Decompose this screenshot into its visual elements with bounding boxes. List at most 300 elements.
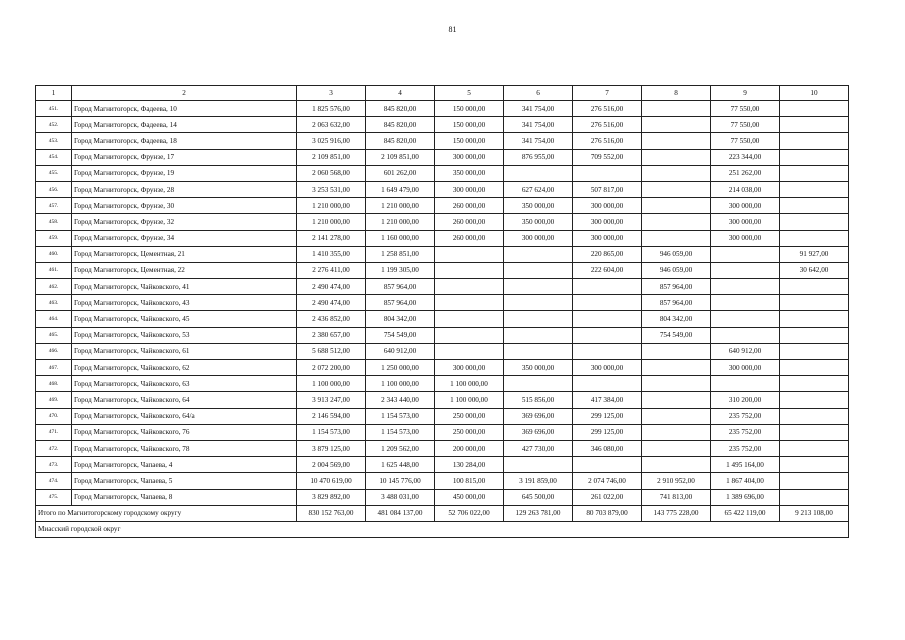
row-number-cell: 461. [36, 262, 72, 278]
amount-cell: 417 384,00 [573, 392, 642, 408]
amount-cell: 1 410 355,00 [297, 246, 366, 262]
column-header-3: 3 [297, 86, 366, 101]
address-cell: Город Магнитогорск, Цементная, 21 [72, 246, 297, 262]
amount-cell: 507 817,00 [573, 181, 642, 197]
row-number-cell: 475. [36, 489, 72, 505]
amount-cell: 876 955,00 [504, 149, 573, 165]
amount-cell: 3 913 247,00 [297, 392, 366, 408]
address-cell: Город Магнитогорск, Чайковского, 53 [72, 327, 297, 343]
amount-cell: 341 754,00 [504, 117, 573, 133]
row-number-cell: 451. [36, 101, 72, 117]
row-number-cell: 462. [36, 279, 72, 295]
amount-cell [504, 165, 573, 181]
address-cell: Город Магнитогорск, Чайковского, 76 [72, 424, 297, 440]
column-header-10: 10 [780, 86, 849, 101]
column-header-4: 4 [366, 86, 435, 101]
amount-cell [780, 424, 849, 440]
amount-cell: 346 080,00 [573, 440, 642, 456]
amount-cell [780, 376, 849, 392]
amount-cell: 300 000,00 [711, 230, 780, 246]
amount-cell [780, 295, 849, 311]
amount-cell: 2 109 851,00 [297, 149, 366, 165]
amount-cell [780, 311, 849, 327]
total-amount-cell: 80 703 879,00 [573, 505, 642, 521]
amount-cell: 1 154 573,00 [366, 408, 435, 424]
table-row [36, 198, 849, 214]
amount-cell [780, 198, 849, 214]
page-number: 81 [448, 25, 457, 34]
amount-cell [711, 262, 780, 278]
amount-cell: 1 209 562,00 [366, 440, 435, 456]
amount-cell: 30 642,00 [780, 262, 849, 278]
amount-cell [780, 149, 849, 165]
amount-cell [642, 133, 711, 149]
amount-cell [642, 408, 711, 424]
amount-cell [780, 214, 849, 230]
amount-cell: 260 000,00 [435, 230, 504, 246]
amount-cell: 1 100 000,00 [435, 392, 504, 408]
table-row [36, 489, 849, 505]
table-row [36, 279, 849, 295]
row-number-cell: 454. [36, 149, 72, 165]
row-number-cell: 471. [36, 424, 72, 440]
amount-cell: 3 879 125,00 [297, 440, 366, 456]
row-number-cell: 456. [36, 181, 72, 197]
row-number-cell: 465. [36, 327, 72, 343]
amount-cell [711, 295, 780, 311]
amount-cell: 2 276 411,00 [297, 262, 366, 278]
table-row [36, 376, 849, 392]
column-header-7: 7 [573, 86, 642, 101]
address-cell: Город Магнитогорск, Чайковского, 61 [72, 343, 297, 359]
row-number-cell: 467. [36, 360, 72, 376]
total-amount-cell: 481 084 137,00 [366, 505, 435, 521]
amount-cell [711, 327, 780, 343]
table-row [36, 149, 849, 165]
table-row [36, 392, 849, 408]
amount-cell: 427 730,00 [504, 440, 573, 456]
amount-cell: 2 063 632,00 [297, 117, 366, 133]
address-cell: Город Магнитогорск, Чайковского, 78 [72, 440, 297, 456]
amount-cell [573, 311, 642, 327]
amount-cell: 341 754,00 [504, 101, 573, 117]
amount-cell: 2 910 952,00 [642, 473, 711, 489]
amount-cell: 10 145 776,00 [366, 473, 435, 489]
amount-cell: 300 000,00 [504, 230, 573, 246]
amount-cell: 627 624,00 [504, 181, 573, 197]
total-amount-cell: 9 213 108,00 [780, 505, 849, 521]
amount-cell: 857 964,00 [366, 279, 435, 295]
address-cell: Город Магнитогорск, Чапаева, 8 [72, 489, 297, 505]
address-cell: Город Магнитогорск, Фадеева, 14 [72, 117, 297, 133]
amount-cell: 300 000,00 [711, 214, 780, 230]
amount-cell [642, 165, 711, 181]
amount-cell: 300 000,00 [573, 230, 642, 246]
amount-cell [642, 343, 711, 359]
table-row [36, 343, 849, 359]
amount-cell: 100 815,00 [435, 473, 504, 489]
table-row [36, 181, 849, 197]
amount-cell [504, 327, 573, 343]
address-cell: Город Магнитогорск, Цементная, 22 [72, 262, 297, 278]
amount-cell: 91 927,00 [780, 246, 849, 262]
table-row [36, 230, 849, 246]
amount-cell: 310 200,00 [711, 392, 780, 408]
amount-cell: 1 100 000,00 [435, 376, 504, 392]
row-number-cell: 474. [36, 473, 72, 489]
column-header-9: 9 [711, 86, 780, 101]
table-row [36, 440, 849, 456]
amount-cell: 300 000,00 [435, 149, 504, 165]
amount-cell: 350 000,00 [435, 165, 504, 181]
amount-cell [573, 343, 642, 359]
amount-cell [780, 457, 849, 473]
amount-cell: 1 210 000,00 [366, 214, 435, 230]
amount-cell: 3 488 031,00 [366, 489, 435, 505]
amount-cell: 2 141 278,00 [297, 230, 366, 246]
amount-cell [780, 230, 849, 246]
address-cell: Город Магнитогорск, Фадеева, 18 [72, 133, 297, 149]
column-header-5: 5 [435, 86, 504, 101]
amount-cell: 276 516,00 [573, 117, 642, 133]
amount-cell [435, 343, 504, 359]
amount-cell [780, 165, 849, 181]
amount-cell: 369 696,00 [504, 424, 573, 440]
amount-cell: 276 516,00 [573, 101, 642, 117]
amount-cell: 1 154 573,00 [366, 424, 435, 440]
amount-cell [711, 311, 780, 327]
amount-cell [504, 343, 573, 359]
amount-cell: 130 284,00 [435, 457, 504, 473]
table-row [36, 101, 849, 117]
address-cell: Город Магнитогорск, Фрунзе, 30 [72, 198, 297, 214]
amount-cell: 369 696,00 [504, 408, 573, 424]
total-amount-cell: 65 422 119,00 [711, 505, 780, 521]
address-cell: Город Магнитогорск, Чайковского, 45 [72, 311, 297, 327]
total-amount-cell: 52 706 022,00 [435, 505, 504, 521]
amount-cell [573, 457, 642, 473]
amount-cell [642, 198, 711, 214]
amount-cell: 515 856,00 [504, 392, 573, 408]
amount-cell: 709 552,00 [573, 149, 642, 165]
amount-cell: 220 865,00 [573, 246, 642, 262]
amount-cell: 845 820,00 [366, 133, 435, 149]
amount-cell: 5 688 512,00 [297, 343, 366, 359]
amount-cell [504, 295, 573, 311]
total-row [36, 505, 849, 521]
row-number-cell: 453. [36, 133, 72, 149]
address-cell: Город Магнитогорск, Фрунзе, 19 [72, 165, 297, 181]
amount-cell [573, 165, 642, 181]
row-number-cell: 457. [36, 198, 72, 214]
amount-cell: 235 752,00 [711, 408, 780, 424]
table-row [36, 295, 849, 311]
row-number-cell: 472. [36, 440, 72, 456]
amount-cell: 1 649 479,00 [366, 181, 435, 197]
amount-cell [642, 360, 711, 376]
column-header-8: 8 [642, 86, 711, 101]
amount-cell: 845 820,00 [366, 117, 435, 133]
amount-cell [642, 149, 711, 165]
housing-repair-table [35, 85, 849, 538]
amount-cell: 645 500,00 [504, 489, 573, 505]
amount-cell: 2 343 440,00 [366, 392, 435, 408]
amount-cell: 350 000,00 [504, 198, 573, 214]
amount-cell: 845 820,00 [366, 101, 435, 117]
address-cell: Город Магнитогорск, Чайковского, 64/а [72, 408, 297, 424]
amount-cell: 261 022,00 [573, 489, 642, 505]
region-label: Миасский городской округ [36, 521, 849, 537]
amount-cell [711, 246, 780, 262]
amount-cell: 2 490 474,00 [297, 279, 366, 295]
total-amount-cell: 143 775 228,00 [642, 505, 711, 521]
amount-cell [642, 376, 711, 392]
amount-cell: 214 038,00 [711, 181, 780, 197]
amount-cell [504, 311, 573, 327]
amount-cell: 2 074 746,00 [573, 473, 642, 489]
row-number-cell: 452. [36, 117, 72, 133]
amount-cell: 350 000,00 [504, 214, 573, 230]
table-row [36, 214, 849, 230]
amount-cell [504, 262, 573, 278]
amount-cell: 1 867 404,00 [711, 473, 780, 489]
table-row [36, 311, 849, 327]
amount-cell [711, 376, 780, 392]
amount-cell [780, 181, 849, 197]
table-row [36, 133, 849, 149]
amount-cell: 1 825 576,00 [297, 101, 366, 117]
amount-cell [573, 295, 642, 311]
table-row [36, 246, 849, 262]
amount-cell: 150 000,00 [435, 133, 504, 149]
amount-cell: 1 100 000,00 [297, 376, 366, 392]
amount-cell [780, 279, 849, 295]
amount-cell [711, 279, 780, 295]
amount-cell [780, 117, 849, 133]
amount-cell [780, 408, 849, 424]
amount-cell: 754 549,00 [642, 327, 711, 343]
amount-cell: 200 000,00 [435, 440, 504, 456]
amount-cell: 299 125,00 [573, 408, 642, 424]
amount-cell: 300 000,00 [435, 360, 504, 376]
amount-cell: 250 000,00 [435, 408, 504, 424]
amount-cell [435, 279, 504, 295]
amount-cell: 235 752,00 [711, 424, 780, 440]
row-number-cell: 463. [36, 295, 72, 311]
amount-cell: 640 912,00 [711, 343, 780, 359]
amount-cell: 223 344,00 [711, 149, 780, 165]
amount-cell [642, 230, 711, 246]
address-cell: Город Магнитогорск, Чапаева, 5 [72, 473, 297, 489]
total-amount-cell: 830 152 763,00 [297, 505, 366, 521]
amount-cell [642, 424, 711, 440]
amount-cell: 300 000,00 [573, 198, 642, 214]
amount-cell: 1 199 305,00 [366, 262, 435, 278]
amount-cell: 1 210 000,00 [297, 198, 366, 214]
column-header-6: 6 [504, 86, 573, 101]
amount-cell: 300 000,00 [435, 181, 504, 197]
amount-cell: 260 000,00 [435, 198, 504, 214]
column-header-1: 1 [36, 86, 72, 101]
amount-cell: 10 470 619,00 [297, 473, 366, 489]
row-number-cell: 470. [36, 408, 72, 424]
amount-cell: 1 100 000,00 [366, 376, 435, 392]
table-row [36, 473, 849, 489]
amount-cell: 1 258 851,00 [366, 246, 435, 262]
amount-cell: 260 000,00 [435, 214, 504, 230]
amount-cell: 450 000,00 [435, 489, 504, 505]
amount-cell [780, 440, 849, 456]
amount-cell: 3 829 892,00 [297, 489, 366, 505]
amount-cell [780, 327, 849, 343]
table-row [36, 165, 849, 181]
row-number-cell: 473. [36, 457, 72, 473]
amount-cell: 150 000,00 [435, 117, 504, 133]
amount-cell [780, 343, 849, 359]
amount-cell: 946 059,00 [642, 246, 711, 262]
amount-cell [435, 295, 504, 311]
table-row [36, 457, 849, 473]
amount-cell: 299 125,00 [573, 424, 642, 440]
row-number-cell: 466. [36, 343, 72, 359]
amount-cell [642, 440, 711, 456]
amount-cell: 222 604,00 [573, 262, 642, 278]
row-number-cell: 460. [36, 246, 72, 262]
amount-cell: 1 160 000,00 [366, 230, 435, 246]
amount-cell: 350 000,00 [504, 360, 573, 376]
amount-cell: 754 549,00 [366, 327, 435, 343]
amount-cell: 276 516,00 [573, 133, 642, 149]
amount-cell: 300 000,00 [711, 198, 780, 214]
amount-cell [642, 117, 711, 133]
amount-cell [780, 360, 849, 376]
amount-cell: 741 813,00 [642, 489, 711, 505]
amount-cell [780, 473, 849, 489]
amount-cell: 2 380 657,00 [297, 327, 366, 343]
amount-cell: 1 210 000,00 [366, 198, 435, 214]
amount-cell: 250 000,00 [435, 424, 504, 440]
amount-cell: 251 262,00 [711, 165, 780, 181]
amount-cell: 804 342,00 [366, 311, 435, 327]
table-row [36, 408, 849, 424]
address-cell: Город Магнитогорск, Чайковского, 64 [72, 392, 297, 408]
amount-cell [642, 101, 711, 117]
amount-cell: 1 210 000,00 [297, 214, 366, 230]
amount-cell: 2 072 200,00 [297, 360, 366, 376]
amount-cell: 857 964,00 [366, 295, 435, 311]
amount-cell: 77 550,00 [711, 133, 780, 149]
amount-cell [642, 214, 711, 230]
amount-cell: 3 191 859,00 [504, 473, 573, 489]
amount-cell: 2 109 851,00 [366, 149, 435, 165]
column-header-2: 2 [72, 86, 297, 101]
address-cell: Город Магнитогорск, Чайковского, 43 [72, 295, 297, 311]
amount-cell [780, 489, 849, 505]
amount-cell: 341 754,00 [504, 133, 573, 149]
amount-cell [780, 133, 849, 149]
row-number-cell: 468. [36, 376, 72, 392]
table-row [36, 360, 849, 376]
amount-cell [780, 392, 849, 408]
table-row [36, 262, 849, 278]
amount-cell: 857 964,00 [642, 279, 711, 295]
row-number-cell: 459. [36, 230, 72, 246]
table-row [36, 424, 849, 440]
row-number-cell: 455. [36, 165, 72, 181]
amount-cell [435, 246, 504, 262]
amount-cell [504, 279, 573, 295]
amount-cell: 2 146 594,00 [297, 408, 366, 424]
amount-cell: 1 495 164,00 [711, 457, 780, 473]
amount-cell [435, 327, 504, 343]
table-body [36, 101, 849, 538]
address-cell: Город Магнитогорск, Чайковского, 63 [72, 376, 297, 392]
amount-cell [642, 457, 711, 473]
amount-cell [435, 311, 504, 327]
region-row [36, 521, 849, 537]
amount-cell [504, 376, 573, 392]
amount-cell: 601 262,00 [366, 165, 435, 181]
amount-cell: 150 000,00 [435, 101, 504, 117]
address-cell: Город Магнитогорск, Фрунзе, 28 [72, 181, 297, 197]
amount-cell: 1 250 000,00 [366, 360, 435, 376]
amount-cell: 946 059,00 [642, 262, 711, 278]
address-cell: Город Магнитогорск, Фрунзе, 32 [72, 214, 297, 230]
amount-cell [435, 262, 504, 278]
address-cell: Город Магнитогорск, Чайковского, 62 [72, 360, 297, 376]
amount-cell [573, 279, 642, 295]
row-number-cell: 458. [36, 214, 72, 230]
total-amount-cell: 129 263 781,00 [504, 505, 573, 521]
amount-cell [642, 181, 711, 197]
amount-cell: 300 000,00 [711, 360, 780, 376]
amount-cell [573, 327, 642, 343]
address-cell: Город Магнитогорск, Фадеева, 10 [72, 101, 297, 117]
row-number-cell: 464. [36, 311, 72, 327]
address-cell: Город Магнитогорск, Чапаева, 4 [72, 457, 297, 473]
amount-cell: 857 964,00 [642, 295, 711, 311]
amount-cell: 2 060 568,00 [297, 165, 366, 181]
address-cell: Город Магнитогорск, Фрунзе, 17 [72, 149, 297, 165]
address-cell: Город Магнитогорск, Фрунзе, 34 [72, 230, 297, 246]
amount-cell: 3 253 531,00 [297, 181, 366, 197]
table-row [36, 117, 849, 133]
amount-cell: 640 912,00 [366, 343, 435, 359]
amount-cell: 300 000,00 [573, 214, 642, 230]
amount-cell: 300 000,00 [573, 360, 642, 376]
column-number-header [36, 86, 849, 101]
total-label: Итого по Магнитогорскому городскому округу [36, 505, 297, 521]
amount-cell [642, 392, 711, 408]
amount-cell: 2 004 569,00 [297, 457, 366, 473]
amount-cell [780, 101, 849, 117]
amount-cell: 77 550,00 [711, 117, 780, 133]
amount-cell: 804 342,00 [642, 311, 711, 327]
amount-cell: 1 389 696,00 [711, 489, 780, 505]
address-cell: Город Магнитогорск, Чайковского, 41 [72, 279, 297, 295]
amount-cell: 235 752,00 [711, 440, 780, 456]
amount-cell: 2 436 852,00 [297, 311, 366, 327]
amount-cell [504, 457, 573, 473]
table-row [36, 327, 849, 343]
amount-cell: 77 550,00 [711, 101, 780, 117]
amount-cell: 1 154 573,00 [297, 424, 366, 440]
row-number-cell: 469. [36, 392, 72, 408]
amount-cell [573, 376, 642, 392]
amount-cell: 3 025 916,00 [297, 133, 366, 149]
amount-cell [504, 246, 573, 262]
amount-cell: 1 625 448,00 [366, 457, 435, 473]
